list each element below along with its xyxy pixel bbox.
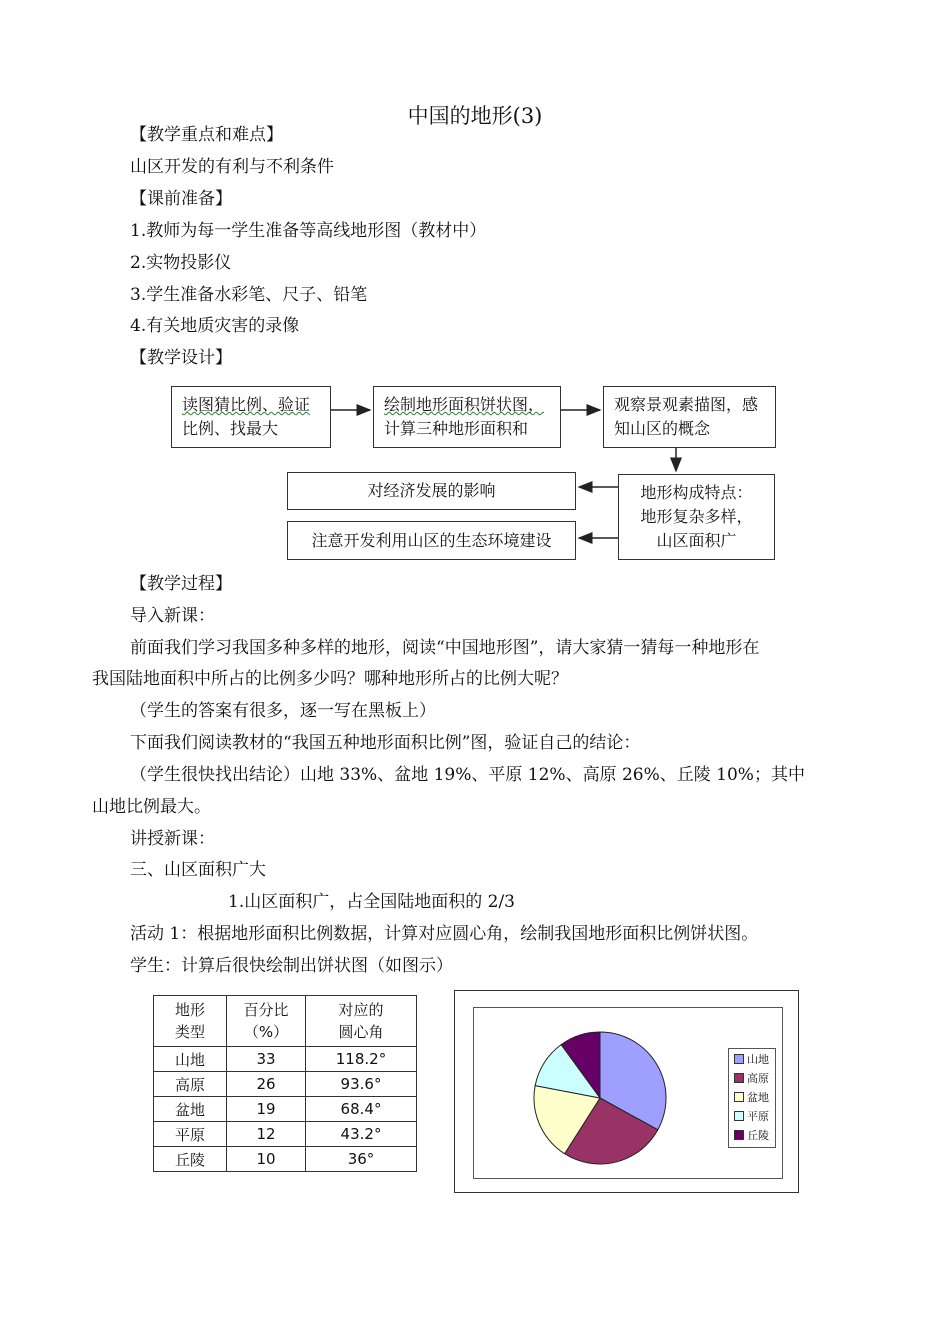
focus-heading: 【教学重点和难点】 [130,125,283,145]
legend-label: 盆地 [747,1091,769,1104]
data-table [153,995,417,1172]
paragraph: 我国陆地面积中所占的比例多少吗？哪种地形所占的比例大呢？ [92,669,568,689]
header-line: 百分比 [243,1001,289,1019]
legend-label: 高原 [747,1072,769,1085]
legend-swatch [734,1130,744,1140]
intro-label: 导入新课： [130,606,215,626]
cell-pct: 10 [227,1147,306,1172]
flow-box-line: 观察景观素描图，感 [614,395,759,414]
table-row [154,1122,417,1147]
flow-box-line: 地形复杂多样， [640,507,753,526]
student-note: 学生：计算后很快绘制出饼状图（如图示） [130,956,453,976]
flow-box-line: 绘制地形面积饼状图， [384,395,545,414]
paragraph: 前面我们学习我国多种多样的地形，阅读“中国地形图”，请大家猜一猜每一种地形在 [130,638,760,658]
paragraph: （学生的答案有很多，逐一写在黑板上） [130,701,436,721]
prep-item: 2.实物投影仪 [130,253,232,273]
process-heading: 【教学过程】 [130,574,232,594]
new-label: 讲授新课： [130,829,215,849]
legend-item [734,1110,769,1124]
header-line: 对应的 [338,1001,384,1019]
table-header [154,996,227,1047]
cell-angle: 93.6° [306,1072,417,1097]
header-line: 圆心角 [338,1023,384,1041]
legend-item [734,1072,769,1086]
prep-item: 4.有关地质灾害的录像 [130,316,300,336]
paragraph: （学生很快找出结论）山地 33%、盆地 19%、平原 12%、高原 26%、丘陵 10%；其中 [130,765,805,785]
table-row [154,1097,417,1122]
cell-angle: 68.4° [306,1097,417,1122]
pie-chart [520,1018,680,1178]
flow-box-line: 读图猜比例、验证 [182,395,311,414]
paragraph: 山地比例最大。 [92,797,211,817]
subsection: 1.山区面积广，占全国陆地面积的 2/3 [228,892,515,912]
cell-pct: 33 [227,1047,306,1072]
header-line: （%） [243,1023,289,1041]
legend-label: 山地 [747,1053,769,1066]
legend-swatch [734,1054,744,1064]
focus-text: 山区开发的有利与不利条件 [130,157,334,177]
cell-pct: 12 [227,1122,306,1147]
chart-legend [728,1048,776,1148]
flow-box-ecology: 注意开发利用山区的生态环境建设 [287,521,576,560]
legend-swatch [734,1111,744,1121]
prep-item: 1.教师为每一学生准备等高线地形图（教材中） [130,221,487,241]
page-title: 中国的地形(3) [407,104,543,128]
legend-swatch [734,1092,744,1102]
flow-box-line: 计算三种地形面积和 [384,419,529,438]
prep-item: 3.学生准备水彩笔、尺子、铅笔 [130,285,368,305]
activity: 活动 1：根据地形面积比例数据，计算对应圆心角，绘制我国地形面积比例饼状图。 [130,924,759,944]
legend-label: 平原 [747,1110,769,1123]
cell-angle: 118.2° [306,1047,417,1072]
cell-pct: 19 [227,1097,306,1122]
legend-item [734,1129,769,1143]
legend-label: 丘陵 [747,1129,769,1142]
header-line: 地形 [174,1001,205,1019]
cell-angle: 43.2° [306,1122,417,1147]
flow-box-line: 山区面积广 [656,531,737,550]
cell-type: 丘陵 [154,1147,227,1172]
flow-box-line: 知山区的概念 [614,419,711,438]
cell-type: 平原 [154,1122,227,1147]
flow-box-economy: 对经济发展的影响 [287,472,576,510]
prep-heading: 【课前准备】 [130,189,232,209]
flow-box-line: 比例、找最大 [182,419,279,438]
cell-type: 高原 [154,1072,227,1097]
cell-pct: 26 [227,1072,306,1097]
flow-box-line: 地形构成特点： [640,483,753,502]
table-header [227,996,306,1047]
cell-type: 山地 [154,1047,227,1072]
table-header [306,996,417,1047]
legend-item [734,1091,769,1105]
legend-swatch [734,1073,744,1083]
design-heading: 【教学设计】 [130,348,232,368]
legend-item [734,1053,769,1067]
flow-arrows [0,0,950,600]
table-row [154,1047,417,1072]
header-line: 类型 [174,1023,205,1041]
section-heading: 三、山区面积广大 [130,860,266,880]
table-row [154,1072,417,1097]
paragraph: 下面我们阅读教材的“我国五种地形面积比例”图，验证自己的结论： [130,733,641,753]
cell-type: 盆地 [154,1097,227,1122]
cell-angle: 36° [306,1147,417,1172]
table-row [154,1147,417,1172]
